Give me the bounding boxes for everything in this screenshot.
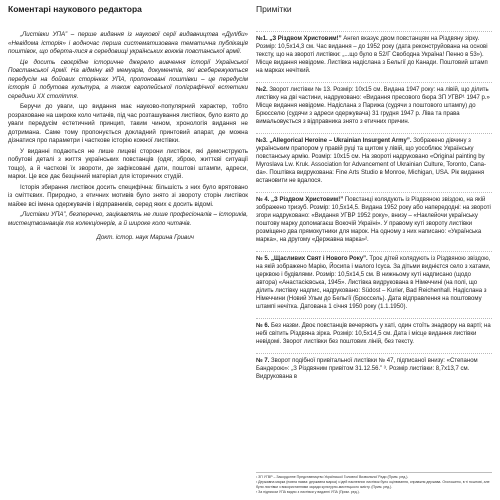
- note-item: [256, 31, 492, 75]
- footnote: ³ За підписом УПА видно з листівки у виданні УПА (Прим. ред.).: [256, 489, 360, 494]
- note-heading: №2.: [256, 87, 268, 93]
- notes-column: [256, 4, 492, 496]
- commentary-paragraph: У виданні подаються не лише лицеві сторони листівок, які демонструють побутові деталі з життя українських повстанців (одяг, зброю, життєві ситуації тощо), а й часткові їх звороти, де зафіксовані дати, поштові штампи, адреси, марки. Це все дає безцінний матеріал для історичних студій.: [8, 147, 248, 180]
- commentary-paragraph: „Листівки УПА”, безперечно, зацікавлять не лише професіоналів – істориків, мистецтвознавців та колекціонерів, а й широке коло читачів.: [8, 211, 248, 227]
- commentary-signature: Докт. істор. наук Марина Гривич: [96, 234, 194, 241]
- note-text: Зворот подібної привітальної листівки № 47, підписаної внизу: «Степаном Бандерою»: „З Різдвяним привітом 31.12.56.” ³. Розмір листівки: 8,7х13,7 см. Видрукована в: [256, 358, 478, 380]
- note-item: [256, 192, 492, 244]
- editor-commentary-column: [8, 4, 248, 496]
- footnotes: [256, 472, 492, 495]
- commentary-paragraph: Це досить своєрідне історичне джерело вивчення історії Української Повстанської Армії. На відміну від мемуарів, документів, які всебережуються передусім на бойових сторінках УПА, пропоновані поштівки – це передусім історія й побутова культура, а також європейської поліграфічної естетики середини ХХ століття.: [8, 58, 248, 100]
- note-text: Ангел вказує двом повстанцям на Різдвяну зірку. Розмір: 10,5х14,3 см. Час видання – до 1952 року (дата реконструйована на основі тексту, що на звороті листівки: „...що було в 52/Г Свободна Україна! Пенно в 53»). Місце видання невідоме. Листівка надіслана з Бельгії до Канади. Поштовий штамп на марках нечіткий.: [256, 36, 488, 74]
- note-text: Зображено дівчину з українським прапором у правій руці та щитом у лівій, що уособлює Українську повстанську армію. Розмір: 10х15 см. На звороті надруковано «Original painting by Myroslava Lw. Kruk. Association for Advancement of Ukrainian Culture, Toronto, Cana-da». Поштівка видрукована: Fine Arts Studio в Monroe, Michigan, USA. Рік видання встановити не вдалося.: [256, 138, 487, 184]
- note-heading: № 5. „Щасливих Свят і Нового Року”.: [256, 256, 368, 262]
- note-item: [256, 318, 492, 346]
- note-heading: № 6.: [256, 323, 270, 329]
- commentary-body: [8, 31, 248, 243]
- note-text: Троє дітей колядують із Різдвяною звіздою, на якій зображено Марію, Йосипа і малого Ісуса. За дітьми виднієтся село з хатами, церквою і будівлями. Розмір: 10,5х14,5 см. В нижньому куті надписано (щодо автора) «Анастасієвська, 1945». Листівка видрукована в Німеччині (на полі, що ділить листівку надпис, надруковано: Südost – Kurier, Bad Reichenhall. Надіслана з Німеччини (Новий Ульм до Бельгії (Брюссель). Дата відправлення на поштовому штампі нечітка. Датована 1 січня 1950 року (1.1.1950).: [256, 256, 491, 310]
- note-text: Зворот листівки № 13. Розмір: 10х15 см. Видана 1947 року: на лівій, що ділить листівку на дві частини, надруковано: «Видання пресового бюра ЗП УГВР¹ 1947 р.» Місце видання невідоме. Надіслана з Парижа (судячи з поштового штампу) до Брюсселю (судячи з адреси одержувача) 31 грудня 1947 р. Ліва та права вимальовується з відправника знято з етичних причин.: [256, 87, 490, 125]
- note-item: [256, 353, 492, 381]
- commentary-paragraph: „Листівки УПА” – перше видання із наукової серії видавництва «Дуліби» «Невідома історія» і водночас перша систематизована тематична публікація поштівок, що оберта-лися в середовищі українських воюків повстанської армії.: [8, 31, 248, 55]
- footnote: ² Державна марка (повна назва: державна марка) з ідей наклеєних листівок було оцінювання, справжня держава. Оголошено, в ті поштові, але були листівки з використаннями заради культурно-мистецького змісту. (Прим. ред.).: [256, 480, 490, 489]
- note-item: [256, 133, 492, 185]
- footnote: ¹ ЗП УГВР – Закордонне Представництво Української Головної Визвольної Ради (Прим. ред.).: [256, 475, 409, 479]
- note-heading: №1. „З Різдвом Христовим!”: [256, 36, 342, 42]
- note-text: Повстанці колядують із Різдвяною звіздою, на якій зображено тризуб. Розмір: 10,5х14,5. Видана 1952 року або напередодні: на звороті згори надруковано: «Видання УГВР 1952 року», внизу – «Наклейочи українську поштову марку допомагаєш Вокочій Україні». У правому куті звороту листівки розміщено два прямокутники для марок. На одному з них написано: «Українська марка», на другому «Державна марка»².: [256, 197, 491, 243]
- commentary-title: Коментарі наукового редактора: [8, 4, 142, 14]
- notes-title: Примітки: [256, 4, 292, 14]
- commentary-paragraph: Історія збирання листівок досить специфічна: більшість з них було врятовано із сміттєвих. Природно, з етичних мотивів було знято зі звороту сторін листівок майже всі імена одержувачів і відправників, серед яких є досить відомі.: [8, 183, 248, 208]
- note-heading: № 7.: [256, 358, 270, 364]
- note-item: [256, 251, 492, 311]
- note-heading: № 4. „З Різдвом Христовим!”: [256, 197, 344, 203]
- commentary-paragraph: Беручи до уваги, що видання має науково-популярний характер, тобто розраховане на широке коло читачів, під час розташування листівок, було взято до уваги передусім естетичний принцип, таким чином, хронологія видання не дотримана. Саме тому пропонується докладний принтовий апарат, де можна дізнатися про параметри і часткове історію кожної листівки.: [8, 103, 248, 144]
- note-heading: №3. „Allegorical Heroine – Ukrainian Insurgent Army”.: [256, 138, 412, 144]
- note-item: [256, 82, 492, 126]
- note-text: Без назви. Двоє повстанців вечеряють у хаті, один стоїть знадвору на варті; на небі світить Різдвяна зірка. Розмір: 10,5х14,5 см. Дата і місце видання листівки невідомі. Зворот листівки без поштових ліній, без тексту.: [256, 323, 491, 345]
